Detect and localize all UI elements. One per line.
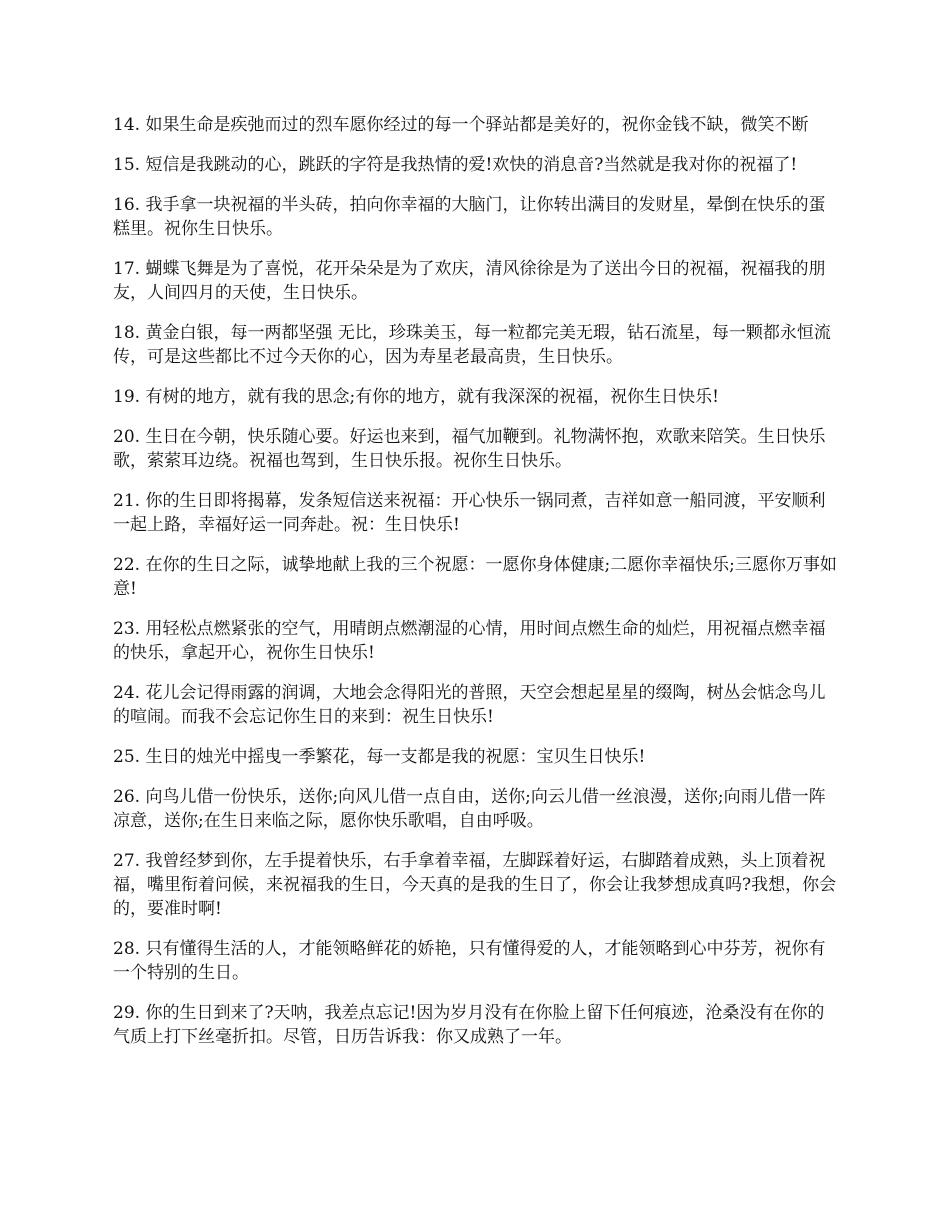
wish-paragraph-22: 22. 在你的生日之际，诚挚地献上我的三个祝愿：一愿你身体健康;二愿你幸福快乐;三愿你万事如意!	[113, 555, 837, 599]
wish-paragraph-18: 18. 黄金白银，每一两都坚强 无比，珍珠美玉，每一粒都完美无瑕，钻石流星，每一颗都永恒流传，可是这些都比不过今天你的心，因为寿星老最高贵，生日快乐。	[113, 323, 831, 367]
wish-paragraph-23: 23. 用轻松点燃紧张的空气，用晴朗点燃潮湿的心情，用时间点燃生命的灿烂，用祝福点燃幸福的快乐，拿起开心，祝你生日快乐!	[113, 619, 826, 663]
wish-paragraph-17: 17. 蝴蝶飞舞是为了喜悦，花开朵朵是为了欢庆，清风徐徐是为了送出今日的祝福，祝福我的朋友，人间四月的天使，生日快乐。	[113, 259, 826, 303]
wish-paragraph-20: 20. 生日在今朝，快乐随心要。好运也来到，福气加鞭到。礼物满怀抱，欢歌来陪笑。生日快乐歌，萦萦耳边绕。祝福也驾到，生日快乐报。祝你生日快乐。	[113, 427, 826, 471]
wish-paragraph-21: 21. 你的生日即将揭幕，发条短信送来祝福：开心快乐一锅同煮，吉祥如意一船同渡，平安顺利一起上路，幸福好运一同奔赴。祝：生日快乐!	[113, 491, 826, 535]
wish-paragraph-24: 24. 花儿会记得雨露的润调，大地会念得阳光的普照，天空会想起星星的缀陶，树丛会惦念鸟儿的喧闹。而我不会忘记你生日的来到：祝生日快乐!	[113, 683, 826, 727]
wish-paragraph-25: 25. 生日的烛光中摇曳一季繁花，每一支都是我的祝愿：宝贝生日快乐!	[113, 747, 646, 767]
wish-paragraph-28: 28. 只有懂得生活的人，才能领略鲜花的娇艳，只有懂得爱的人，才能领略到心中芬芳，祝你有一个特别的生日。	[113, 939, 826, 983]
wish-paragraph-16: 16. 我手拿一块祝福的半头砖，拍向你幸福的大脑门，让你转出满目的发财星，晕倒在快乐的蛋糕里。祝你生日快乐。	[113, 195, 826, 239]
wish-paragraph-15: 15. 短信是我跳动的心，跳跃的字符是我热情的爱!欢快的消息音?当然就是我对你的祝福了!	[113, 155, 798, 175]
wish-paragraph-14: 14. 如果生命是疾弛而过的烈车愿你经过的每一个驿站都是美好的，祝你金钱不缺，微笑不断	[113, 115, 809, 135]
wish-paragraph-26: 26. 向鸟儿借一份快乐，送你;向风儿借一点自由，送你;向云儿借一丝浪漫，送你;向雨儿借一阵凉意，送你;在生日来临之际，愿你快乐歌唱，自由呼吸。	[113, 787, 826, 831]
document-body	[113, 113, 840, 1065]
wish-paragraph-29: 29. 你的生日到来了?天呐，我差点忘记!因为岁月没有在你脸上留下任何痕迹，沧桑没有在你的气质上打下丝毫折扣。尽管，日历告诉我：你又成熟了一年。	[113, 1003, 825, 1047]
wish-paragraph-19: 19. 有树的地方，就有我的思念;有你的地方，就有我深深的祝福，祝你生日快乐!	[113, 387, 719, 407]
wish-paragraph-27: 27. 我曾经梦到你，左手提着快乐，右手拿着幸福，左脚踩着好运，右脚踏着成熟，头上顶着祝福，嘴里衔着问候，来祝福我的生日，今天真的是我的生日了，你会让我梦想成真吗?我想，你会的，要准时啊!	[113, 851, 837, 919]
